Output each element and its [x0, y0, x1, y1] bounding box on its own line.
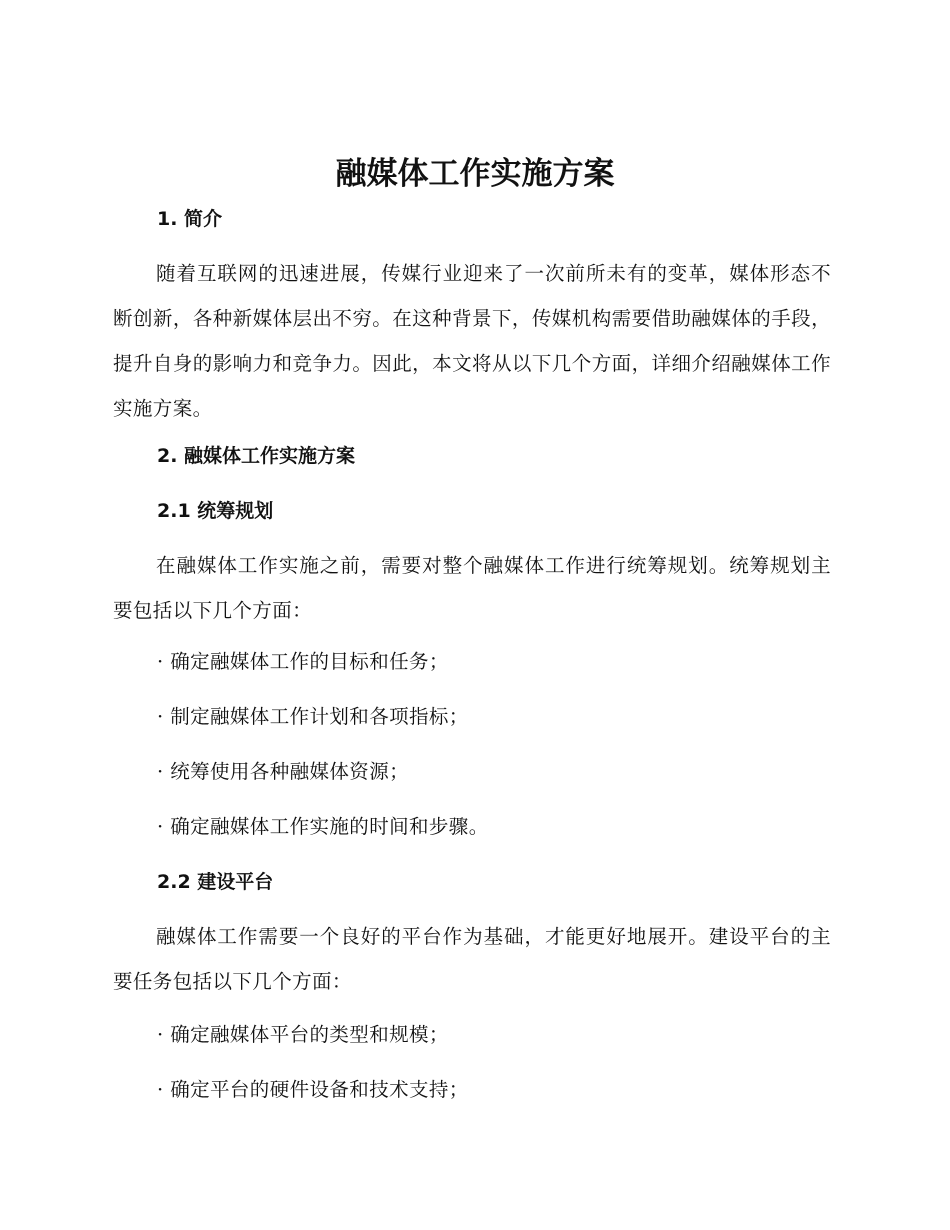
list-item: · 确定融媒体工作实施的时间和步骤。 — [157, 815, 489, 838]
platform-paragraph: 融媒体工作需要一个良好的平台作为基础，才能更好地展开。建设平台的主要任务包括以下几个方面： — [113, 925, 831, 993]
list-item: · 统筹使用各种融媒体资源； — [157, 760, 409, 783]
planning-paragraph: 在融媒体工作实施之前，需要对整个融媒体工作进行统筹规划。统筹规划主要包括以下几个方面： — [113, 554, 831, 622]
document-title: 融媒体工作实施方案 — [335, 156, 615, 192]
subsection-heading-platform: 2.2 建设平台 — [157, 871, 274, 893]
list-item: · 确定融媒体工作的目标和任务； — [157, 650, 449, 673]
list-item: · 制定融媒体工作计划和各项指标； — [157, 705, 469, 728]
list-item: · 确定平台的硬件设备和技术支持； — [157, 1078, 469, 1101]
subsection-heading-planning: 2.1 统筹规划 — [157, 500, 274, 522]
intro-paragraph: 随着互联网的迅速进展，传媒行业迎来了一次前所未有的变革，媒体形态不断创新，各种新媒体层出不穷。在这种背景下，传媒机构需要借助融媒体的手段，提升自身的影响力和竞争力。因此，本文将从以下几个方面，详细介绍融媒体工作实施方案。 — [113, 262, 831, 420]
list-item: · 确定融媒体平台的类型和规模； — [157, 1023, 449, 1046]
section-heading-plan: 2. 融媒体工作实施方案 — [157, 445, 356, 467]
section-heading-intro: 1. 简介 — [157, 208, 223, 230]
